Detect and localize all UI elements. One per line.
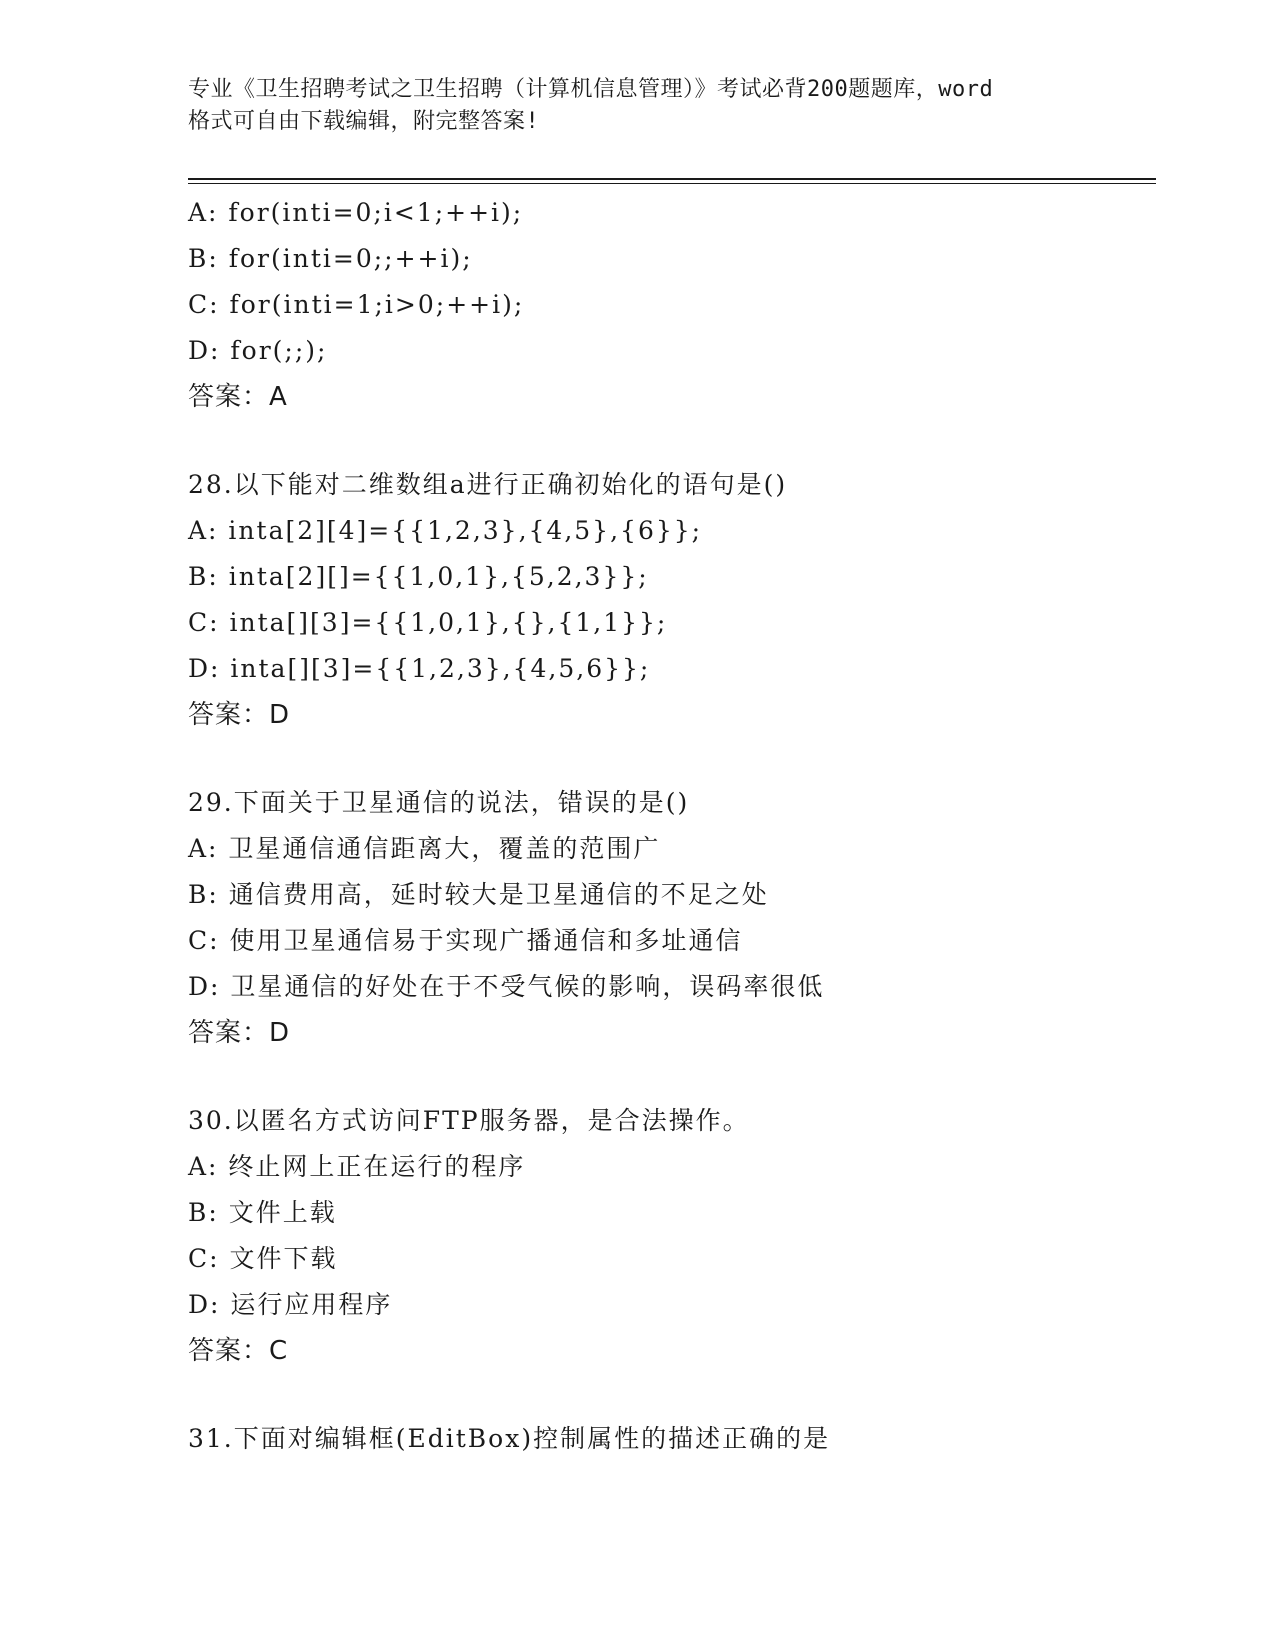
answer-text: 答案：D [188,1018,291,1048]
option-c: C: 使用卫星通信易于实现广播通信和多址通信 [188,926,743,955]
option-d: D: for(;;); [188,336,328,365]
question-29 [188,780,1156,1056]
question-28 [188,462,1156,738]
answer-text: 答案：C [188,1336,289,1366]
header-divider-thick [188,178,1156,180]
option-c: C: inta[][3]={{1,0,1},{},{1,1}}; [188,608,668,637]
header-divider-thin [188,183,1156,184]
question-spacer [188,420,1156,462]
question-text: 29.下面关于卫星通信的说法，错误的是() [188,788,690,817]
option-d: D: 卫星通信的好处在于不受气候的影响，误码率很低 [188,972,825,1001]
question-text: 28.以下能对二维数组a进行正确初始化的语句是() [188,470,788,499]
question-27 [188,190,1156,420]
option-d: D: inta[][3]={{1,2,3},{4,5,6}}; [188,654,651,683]
question-text: 30.以匿名方式访问FTP服务器，是合法操作。 [188,1106,750,1135]
option-b: B: inta[2][]={{1,0,1},{5,2,3}}; [188,562,649,591]
option-a: A: inta[2][4]={{1,2,3},{4,5},{6}}; [188,516,703,545]
question-31 [188,1416,1156,1462]
question-spacer [188,1374,1156,1416]
header-title-line: 专业《卫生招聘考试之卫生招聘（计算机信息管理）》考试必背200题题库，word [188,77,994,102]
header-subtitle-line: 格式可自由下载编辑，附完整答案! [188,109,540,134]
option-d: D: 运行应用程序 [188,1290,393,1319]
document-header [188,74,1088,138]
question-spacer [188,738,1156,780]
answer-text: 答案：D [188,700,291,730]
question-text: 31.下面对编辑框(EditBox)控制属性的描述正确的是 [188,1424,831,1453]
option-c: C: for(inti=1;i>0;++i); [188,290,525,319]
option-c: C: 文件下载 [188,1244,338,1273]
option-a: A: for(inti=0;i<1;++i); [188,198,524,227]
question-list [188,190,1156,1462]
option-b: B: 文件上载 [188,1198,337,1227]
answer-text: 答案：A [188,382,288,412]
question-30 [188,1098,1156,1374]
option-b: B: 通信费用高，延时较大是卫星通信的不足之处 [188,880,769,909]
option-a: A: 卫星通信通信距离大，覆盖的范围广 [188,834,661,863]
option-b: B: for(inti=0;;++i); [188,244,473,273]
question-spacer [188,1056,1156,1098]
option-a: A: 终止网上正在运行的程序 [188,1152,526,1181]
